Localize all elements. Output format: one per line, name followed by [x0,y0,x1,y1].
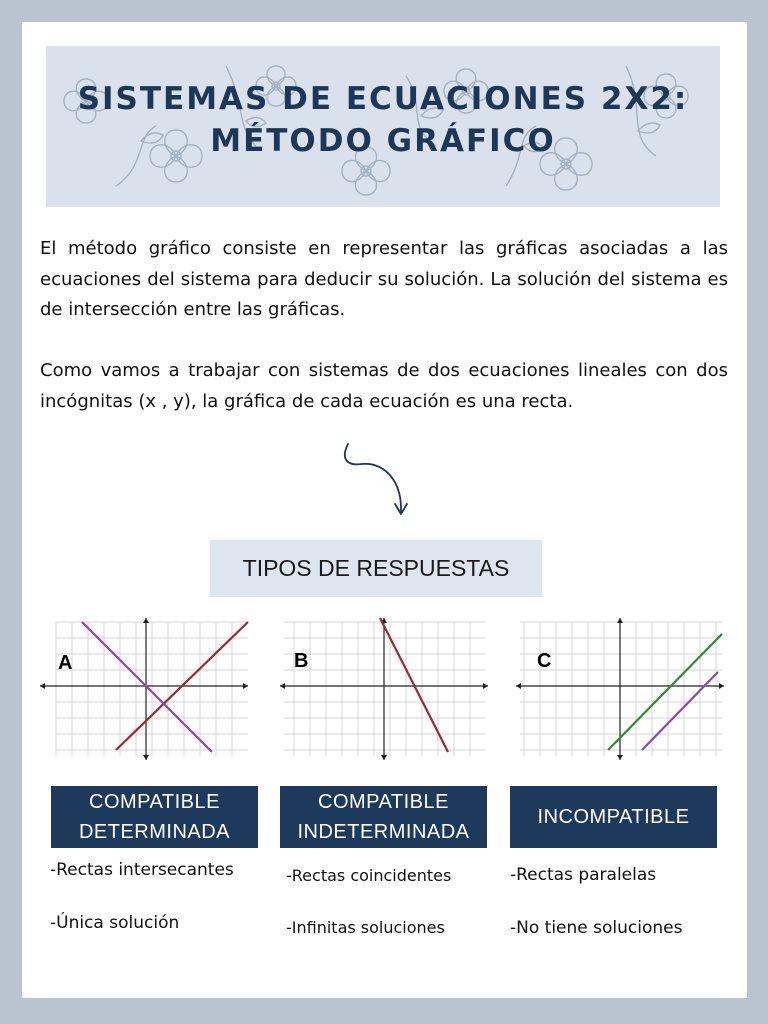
graph-c-label: C [537,650,552,672]
graph-b-axes [280,618,488,760]
graph-b-plot [274,614,490,764]
graph-a-grid [56,622,248,756]
graph-a-line-2 [82,622,212,752]
intro-paragraph-1: El método gráfico consiste en representar las gráficas asociadas a las ecuaciones del sistema para deducir su solución. La solución del sistema es de intersección entre las gráficas. [40,238,728,320]
graph-c [510,614,726,764]
category-a-bullet-2: -Única solución [50,913,180,933]
category-c-bullet-1: -Rectas paralelas [510,865,657,885]
category-b-line-2: INDETERMINADA [297,821,470,843]
category-c-bullet-2: -No tiene soluciones [510,918,683,938]
compatible-determinada-label [51,786,258,848]
graph-c-line-1 [608,634,722,750]
title-line-1: SISTEMAS DE ECUACIONES 2X2: [77,81,689,117]
compatible-indeterminada-label [280,786,487,848]
category-c-line-1: INCOMPATIBLE [537,806,690,828]
graph-c-line-2 [642,672,718,750]
incompatible-label [510,786,717,848]
category-b-line-1: COMPATIBLE [318,791,449,813]
graph-a [36,614,252,764]
category-b-bullet-2: -Infinitas soluciones [286,918,445,937]
category-a-bullet-1: -Rectas intersecantes [50,860,234,880]
title-banner [46,46,720,207]
response-types-heading: TIPOS DE RESPUESTAS [210,540,542,597]
category-a-line-1: COMPATIBLE [89,791,220,813]
intro-paragraph-2: Como vamos a trabajar con sistemas de dos ecuaciones lineales con dos incógnitas (x , y), la gráfica de cada ecuación es una recta. [40,360,728,412]
graph-b-grid [284,622,486,756]
graph-a-plot [36,614,252,764]
poster-sheet [22,22,747,998]
graph-a-axes [40,618,248,760]
page-title [46,78,720,162]
graph-b [274,614,490,764]
curved-arrow-icon [338,442,414,522]
title-line-2: MÉTODO GRÁFICO [210,123,556,159]
category-a-line-2: DETERMINADA [78,821,231,843]
graph-b-label: B [294,650,309,672]
graph-c-plot [510,614,726,764]
graph-a-label: A [58,652,73,674]
category-b-bullet-1: -Rectas coincidentes [286,866,452,885]
